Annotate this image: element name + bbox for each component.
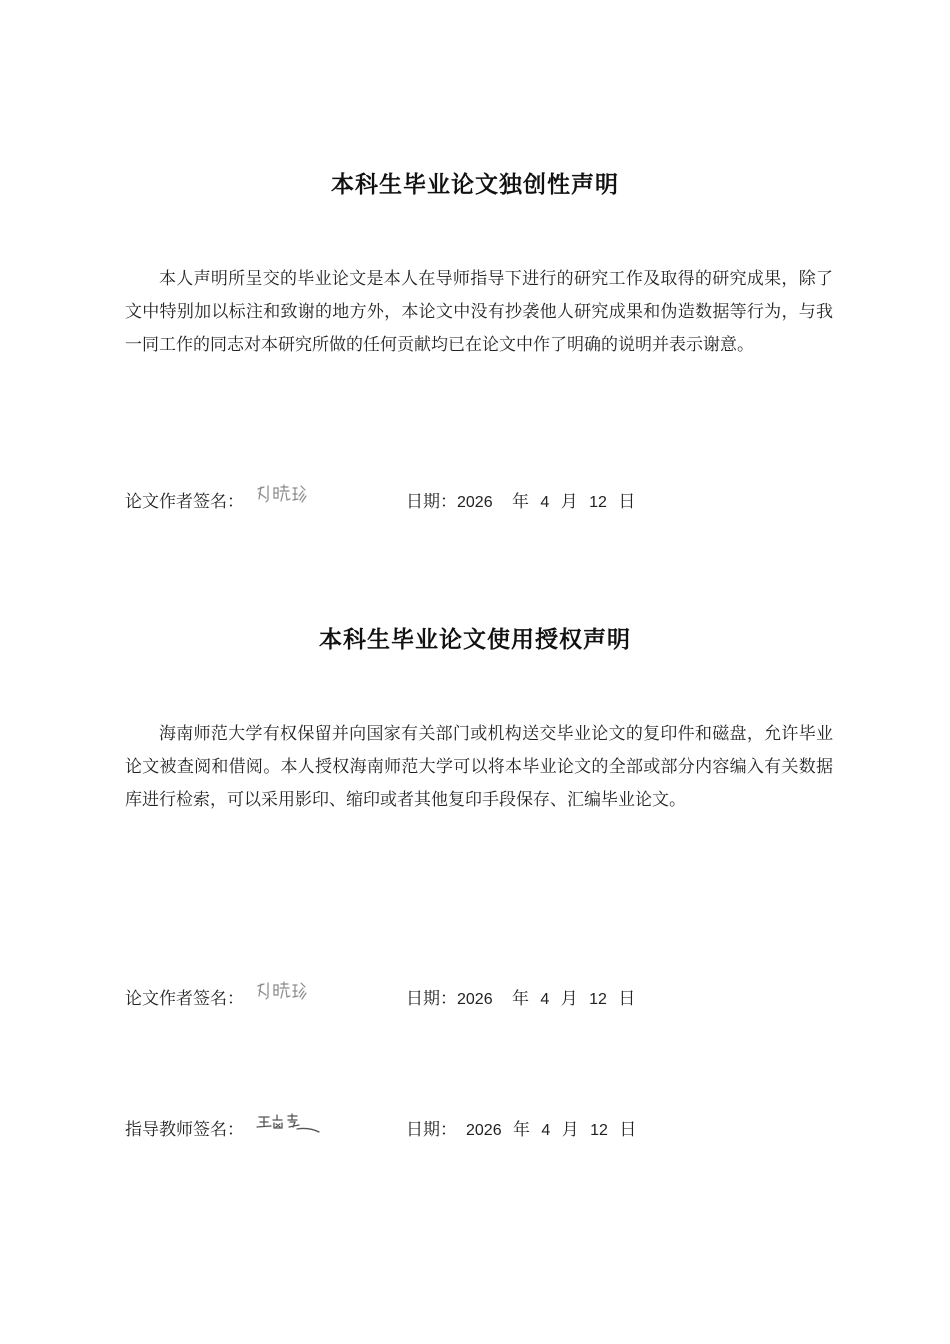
date-day-unit: 日 xyxy=(619,1120,637,1140)
authorization-title: 本科生毕业论文使用授权声明 xyxy=(319,627,631,653)
date-month-unit: 月 xyxy=(561,1120,579,1140)
authorization-author-signature-line xyxy=(125,984,833,1014)
date-day-unit: 日 xyxy=(618,989,636,1009)
date-day-unit: 日 xyxy=(618,492,636,512)
advisor-signature-label: 指导教师签名： xyxy=(125,1120,244,1140)
author-signature-label: 论文作者签名： xyxy=(125,989,244,1009)
date-label: 日期： xyxy=(406,492,457,512)
date-label: 日期： xyxy=(406,989,457,1009)
date-month: 4 xyxy=(540,991,550,1008)
originality-signature-line xyxy=(125,487,833,517)
author-signature-label: 论文作者签名： xyxy=(125,492,244,512)
originality-date xyxy=(406,487,635,512)
author-signature-image xyxy=(255,978,311,1009)
authorization-advisor-date xyxy=(406,1115,636,1140)
date-month-unit: 月 xyxy=(560,989,578,1009)
date-year-unit: 年 xyxy=(512,492,529,512)
date-month: 4 xyxy=(540,494,550,511)
authorization-body: 海南师范大学有权保留并向国家有关部门或机构送交毕业论文的复印件和磁盘，允许毕业论文被查阅和借阅。本人授权海南师范大学可以将本毕业论文的全部或部分内容编入有关数据库进行检索，可以采用影印、缩印或者其他复印手段保存、汇编毕业论文。 xyxy=(125,724,833,810)
authorization-advisor-signature-line xyxy=(125,1115,833,1145)
authorization-author-date xyxy=(406,984,635,1009)
date-month-unit: 月 xyxy=(560,492,578,512)
originality-body: 本人声明所呈交的毕业论文是本人在导师指导下进行的研究工作及取得的研究成果，除了文中特别加以标注和致谢的地方外，本论文中没有抄袭他人研究成果和伪造数据等行为，与我一同工作的同志对本研究所做的任何贡献均已在论文中作了明确的说明并表示谢意。 xyxy=(125,269,833,355)
date-day: 12 xyxy=(589,991,607,1008)
author-signature-image xyxy=(255,481,311,512)
date-label: 日期： xyxy=(406,1120,457,1140)
date-year: 2026 xyxy=(466,1122,502,1139)
date-month: 4 xyxy=(541,1122,551,1139)
date-year-unit: 年 xyxy=(513,1120,530,1140)
originality-title: 本科生毕业论文独创性声明 xyxy=(331,172,619,198)
date-year: 2026 xyxy=(457,494,493,511)
date-day: 12 xyxy=(590,1122,608,1139)
date-year-unit: 年 xyxy=(512,989,529,1009)
date-year: 2026 xyxy=(457,991,493,1008)
advisor-signature-image xyxy=(255,1111,321,1140)
date-day: 12 xyxy=(589,494,607,511)
